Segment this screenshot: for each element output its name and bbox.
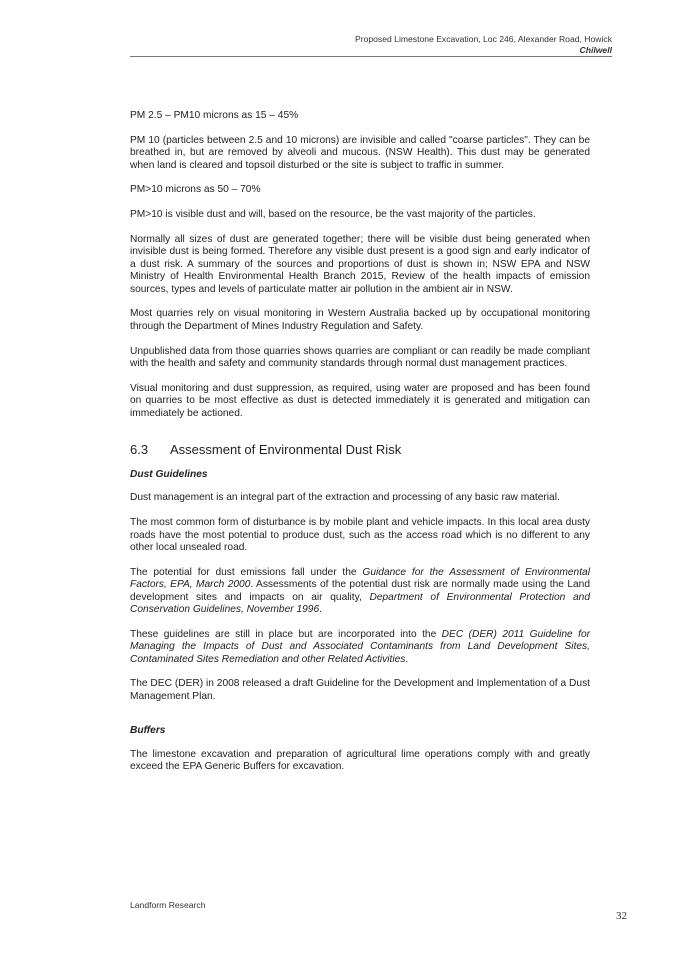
paragraph: The DEC (DER) in 2008 released a draft Guideline for the Development and Implementation of a Dust Management Plan. <box>130 678 590 702</box>
paragraph: Most quarries rely on visual monitoring in Western Australia backed up by occupational monitoring through the Department of Mines Industry Regulation and Safety. <box>130 308 590 332</box>
page-number: 32 <box>616 910 627 922</box>
paragraph-text: These guidelines are still in place but are incorporated into the <box>130 628 442 640</box>
paragraph <box>130 567 590 617</box>
section-heading <box>130 442 590 458</box>
paragraph: The most common form of disturbance is by mobile plant and vehicle impacts. In this local area dusty roads have the most potential to produce dust, such as the access road which is no different to any other local unsealed road. <box>130 517 590 554</box>
paragraph-text: . <box>319 604 322 616</box>
paragraph: PM>10 is visible dust and will, based on the resource, be the vast majority of the particles. <box>130 209 536 221</box>
page-header <box>130 34 612 56</box>
citation-text: DEC (DER) 2011 Guideline for Managing the Impacts of Dust and Associated Contaminants from Land Development Sites, Contaminated Sites Remediation and other Related Activities <box>130 628 591 665</box>
paragraph: PM 2.5 – PM10 microns as 15 – 45% <box>130 110 299 121</box>
subsection-heading: Dust Guidelines <box>130 469 208 481</box>
paragraph: Normally all sizes of dust are generated together; there will be visible dust being generated when invisible dust is being formed. Therefore any visible dust present is a good sign and early indicator of a dust risk. A summary of the sources and proportions of dust is shown in; NSW EPA and NSW Ministry of Health Environmental Health Branch 2015, Review of the health impacts of emission sources, types and levels of particulate matter air pollution in the ambient air in NSW. <box>130 234 590 295</box>
header-title: Proposed Limestone Excavation, Loc 246, Alexander Road, Howick <box>354 34 612 44</box>
paragraph: Dust management is an integral part of the extraction and processing of any basic raw material. <box>130 492 560 504</box>
citation-text: Department of Environmental Protection and Conservation Guidelines, November 1996 <box>130 591 591 616</box>
paragraph: Visual monitoring and dust suppression, as required, using water are proposed and has been found on quarries to be most effective as dust is detected immediately it is generated and mitigation can immediately be actioned. <box>130 382 590 419</box>
paragraph: Unpublished data from those quarries shows quarries are compliant or can readily be made compliant with the health and safety and community standards through normal dust management practices. <box>130 345 590 370</box>
paragraph-text: The potential for dust emissions fall under the <box>130 566 363 578</box>
header-rule <box>130 56 612 57</box>
header-subtitle: Chilwell <box>579 45 612 55</box>
section-number: 6.3 <box>130 442 149 458</box>
paragraph <box>130 629 590 666</box>
paragraph: PM 10 (particles between 2.5 and 10 microns) are invisible and called "coarse particles". They can be breathed in, but are removed by alveoli and mucous. (NSW Health). This dust may be generated when land is cleared and topsoil disturbed or the site is subject to traffic in summer. <box>130 134 590 171</box>
footer-company: Landform Research <box>130 900 206 910</box>
paragraph: PM>10 microns as 50 – 70% <box>130 184 261 196</box>
citation-text: Guidance for the Assessment of Environmental Factors, EPA, March 2000 <box>130 566 590 591</box>
document-body <box>130 110 590 786</box>
paragraph-text: . Assessments of the potential dust risk are normally made using the Land development sites and impacts on air quality, <box>130 579 590 603</box>
paragraph-text: . <box>405 653 409 665</box>
subsection-heading: Buffers <box>130 725 166 737</box>
section-title: Assessment of Environmental Dust Risk <box>170 442 402 458</box>
paragraph: The limestone excavation and preparation of agricultural lime operations comply with and greatly exceed the EPA Generic Buffers for excavation. <box>130 748 590 773</box>
